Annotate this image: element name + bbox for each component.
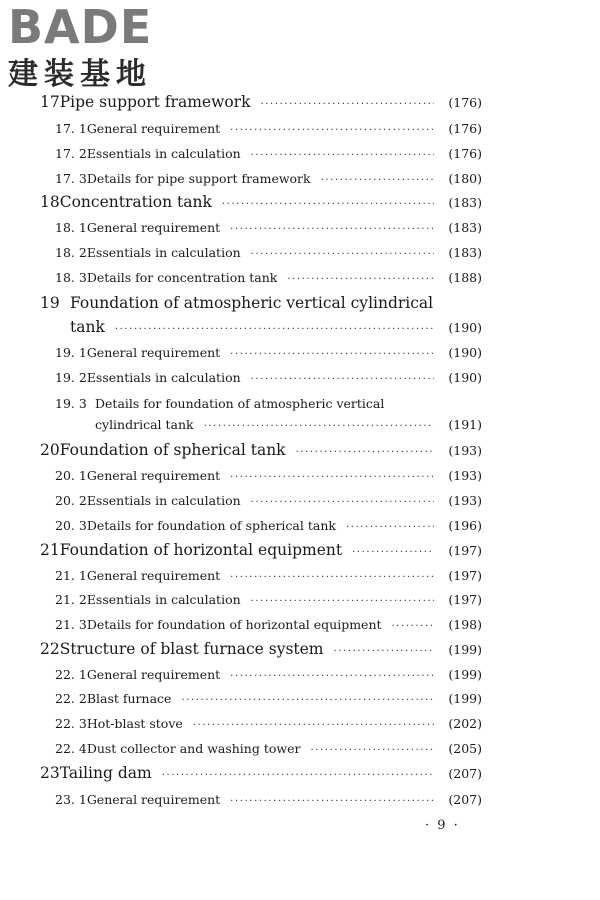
page-number: · 9 · bbox=[425, 818, 460, 833]
entry-number: 21 bbox=[40, 541, 60, 559]
entry-title: Details for foundation of horizontal equipment bbox=[86, 617, 382, 632]
entry-title: Details for foundation of spherical tank bbox=[86, 518, 336, 533]
entry-page: (198) bbox=[448, 617, 482, 632]
toc-entry-22[interactable] bbox=[40, 640, 482, 662]
entry-page: (188) bbox=[448, 270, 482, 285]
entry-number: 19 bbox=[40, 294, 60, 312]
toc-entry-20-2[interactable] bbox=[55, 493, 482, 515]
entry-number: 23 bbox=[40, 764, 60, 782]
entry-title: General requirement bbox=[86, 121, 221, 136]
toc-entry-19-3[interactable] bbox=[95, 417, 482, 439]
entry-title: Essentials in calculation bbox=[86, 146, 241, 161]
toc-entry-17[interactable] bbox=[40, 93, 482, 115]
entry-page: (191) bbox=[448, 417, 482, 432]
entry-title: Details for foundation of atmospheric vertical bbox=[95, 396, 385, 411]
entry-number: 20 bbox=[40, 441, 60, 459]
entry-page: (196) bbox=[448, 518, 482, 533]
entry-number: 23. 1 bbox=[55, 792, 87, 807]
dot-leader bbox=[296, 447, 434, 458]
dot-leader bbox=[251, 150, 434, 161]
entry-number: 20. 3 bbox=[55, 518, 87, 533]
dot-leader bbox=[181, 695, 434, 706]
entry-number: 22. 4 bbox=[55, 741, 87, 756]
entry-title-continued: tank bbox=[70, 318, 105, 336]
entry-number: 21. 2 bbox=[55, 592, 87, 607]
toc-entry-21[interactable] bbox=[40, 541, 482, 563]
entry-number: 19. 2 bbox=[55, 370, 87, 385]
dot-leader bbox=[230, 472, 434, 483]
entry-number: 21. 1 bbox=[55, 568, 87, 583]
entry-page: (193) bbox=[448, 468, 482, 483]
dot-leader bbox=[251, 374, 434, 385]
entry-number: 18. 1 bbox=[55, 220, 87, 235]
entry-title: Essentials in calculation bbox=[86, 370, 241, 385]
brand-logo bbox=[8, 2, 178, 92]
entry-title: Hot-blast stove bbox=[86, 716, 183, 731]
entry-number: 18. 2 bbox=[55, 245, 87, 260]
entry-number: 22 bbox=[40, 640, 60, 658]
entry-page: (199) bbox=[448, 642, 482, 657]
toc-entry-22-3[interactable] bbox=[55, 716, 482, 738]
toc-entry-18-1[interactable] bbox=[55, 220, 482, 242]
toc-entry-21-1[interactable] bbox=[55, 568, 482, 590]
entry-number: 22. 3 bbox=[55, 716, 87, 731]
entry-page: (207) bbox=[448, 792, 482, 807]
entry-title: Foundation of atmospheric vertical cylindrical bbox=[70, 294, 434, 312]
logo-subtitle: 建装基地 bbox=[8, 57, 152, 92]
toc-entry-22-1[interactable] bbox=[55, 667, 482, 689]
entry-title: Essentials in calculation bbox=[86, 493, 241, 508]
dot-leader bbox=[392, 621, 434, 632]
dot-leader bbox=[230, 125, 434, 136]
entry-page: (176) bbox=[448, 121, 482, 136]
entry-number: 18. 3 bbox=[55, 270, 87, 285]
entry-number: 18 bbox=[40, 193, 60, 211]
entry-number: 17. 3 bbox=[55, 171, 87, 186]
entry-title: General requirement bbox=[86, 345, 221, 360]
entry-title: General requirement bbox=[86, 792, 221, 807]
entry-page: (183) bbox=[448, 220, 482, 235]
entry-title: Foundation of horizontal equipment bbox=[59, 541, 343, 559]
toc-entry-18-2[interactable] bbox=[55, 245, 482, 267]
entry-title: Foundation of spherical tank bbox=[59, 441, 286, 459]
dot-leader bbox=[230, 796, 434, 807]
toc-entry-23[interactable] bbox=[40, 764, 482, 786]
entry-number: 17 bbox=[40, 93, 60, 111]
dot-leader bbox=[287, 274, 434, 285]
toc-entry-20-3[interactable] bbox=[55, 518, 482, 540]
toc-entry-21-3[interactable] bbox=[55, 617, 482, 639]
entry-page: (202) bbox=[448, 716, 482, 731]
entry-page: (197) bbox=[448, 543, 482, 558]
dot-leader bbox=[352, 547, 434, 558]
toc-entry-19-1[interactable] bbox=[55, 345, 482, 367]
toc-entry-22-2[interactable] bbox=[55, 691, 482, 713]
entry-title: Essentials in calculation bbox=[86, 592, 241, 607]
entry-title: Pipe support framework bbox=[59, 93, 251, 111]
dot-leader bbox=[321, 175, 434, 186]
entry-title-continued: cylindrical tank bbox=[95, 417, 194, 432]
toc-entry-23-1[interactable] bbox=[55, 792, 482, 814]
entry-title: Essentials in calculation bbox=[86, 245, 241, 260]
entry-number: 19. 3 bbox=[55, 396, 87, 411]
entry-title: Details for pipe support framework bbox=[86, 171, 311, 186]
toc-entry-19-heading[interactable] bbox=[40, 294, 433, 312]
dot-leader bbox=[260, 99, 434, 110]
entry-page: (207) bbox=[448, 766, 482, 781]
entry-title: General requirement bbox=[86, 220, 221, 235]
dot-leader bbox=[230, 224, 434, 235]
toc-entry-17-3[interactable] bbox=[55, 171, 482, 193]
entry-page: (193) bbox=[448, 493, 482, 508]
toc-entry-20[interactable] bbox=[40, 441, 482, 463]
entry-page: (176) bbox=[448, 146, 482, 161]
entry-page: (176) bbox=[448, 95, 482, 110]
entry-page: (183) bbox=[448, 195, 482, 210]
entry-page: (197) bbox=[448, 592, 482, 607]
dot-leader bbox=[334, 646, 435, 657]
dot-leader bbox=[346, 522, 434, 533]
entry-page: (183) bbox=[448, 245, 482, 260]
toc-entry-18[interactable] bbox=[40, 193, 482, 215]
toc-entry-17-1[interactable] bbox=[55, 121, 482, 143]
toc-entry-19-3-heading[interactable] bbox=[55, 396, 384, 411]
entry-page: (197) bbox=[448, 568, 482, 583]
entry-title: Structure of blast furnace system bbox=[59, 640, 324, 658]
dot-leader bbox=[204, 421, 434, 432]
entry-page: (190) bbox=[448, 345, 482, 360]
entry-number: 17. 1 bbox=[55, 121, 87, 136]
logo-wordmark: BADE bbox=[8, 0, 153, 54]
toc-entry-18-3[interactable] bbox=[55, 270, 482, 292]
dot-leader bbox=[230, 572, 434, 583]
toc-entry-19-2[interactable] bbox=[55, 370, 482, 392]
entry-title: Details for concentration tank bbox=[86, 270, 278, 285]
entry-page: (193) bbox=[448, 443, 482, 458]
dot-leader bbox=[251, 249, 434, 260]
entry-page: (190) bbox=[448, 320, 482, 335]
entry-title: General requirement bbox=[86, 468, 221, 483]
entry-number: 22. 1 bbox=[55, 667, 87, 682]
dot-leader bbox=[222, 199, 434, 210]
dot-leader bbox=[193, 720, 434, 731]
dot-leader bbox=[230, 671, 434, 682]
entry-title: Dust collector and washing tower bbox=[86, 741, 301, 756]
toc-entry-20-1[interactable] bbox=[55, 468, 482, 490]
entry-number: 21. 3 bbox=[55, 617, 87, 632]
entry-title: Blast furnace bbox=[86, 691, 172, 706]
entry-title: General requirement bbox=[86, 568, 221, 583]
entry-number: 22. 2 bbox=[55, 691, 87, 706]
entry-number: 19. 1 bbox=[55, 345, 87, 360]
toc-entry-22-4[interactable] bbox=[55, 741, 482, 763]
dot-leader bbox=[251, 596, 434, 607]
entry-page: (190) bbox=[448, 370, 482, 385]
entry-page: (199) bbox=[448, 667, 482, 682]
entry-title: Concentration tank bbox=[59, 193, 212, 211]
entry-page: (205) bbox=[448, 741, 482, 756]
dot-leader bbox=[115, 324, 434, 335]
entry-number: 20. 2 bbox=[55, 493, 87, 508]
dot-leader bbox=[310, 745, 434, 756]
entry-number: 20. 1 bbox=[55, 468, 87, 483]
toc-entry-21-2[interactable] bbox=[55, 592, 482, 614]
dot-leader bbox=[162, 770, 434, 781]
entry-page: (180) bbox=[448, 171, 482, 186]
toc-entry-17-2[interactable] bbox=[55, 146, 482, 168]
entry-number: 17. 2 bbox=[55, 146, 87, 161]
toc-entry-19[interactable] bbox=[70, 318, 482, 340]
entry-title: Tailing dam bbox=[59, 764, 152, 782]
entry-page: (199) bbox=[448, 691, 482, 706]
dot-leader bbox=[230, 349, 434, 360]
entry-title: General requirement bbox=[86, 667, 221, 682]
dot-leader bbox=[251, 497, 434, 508]
